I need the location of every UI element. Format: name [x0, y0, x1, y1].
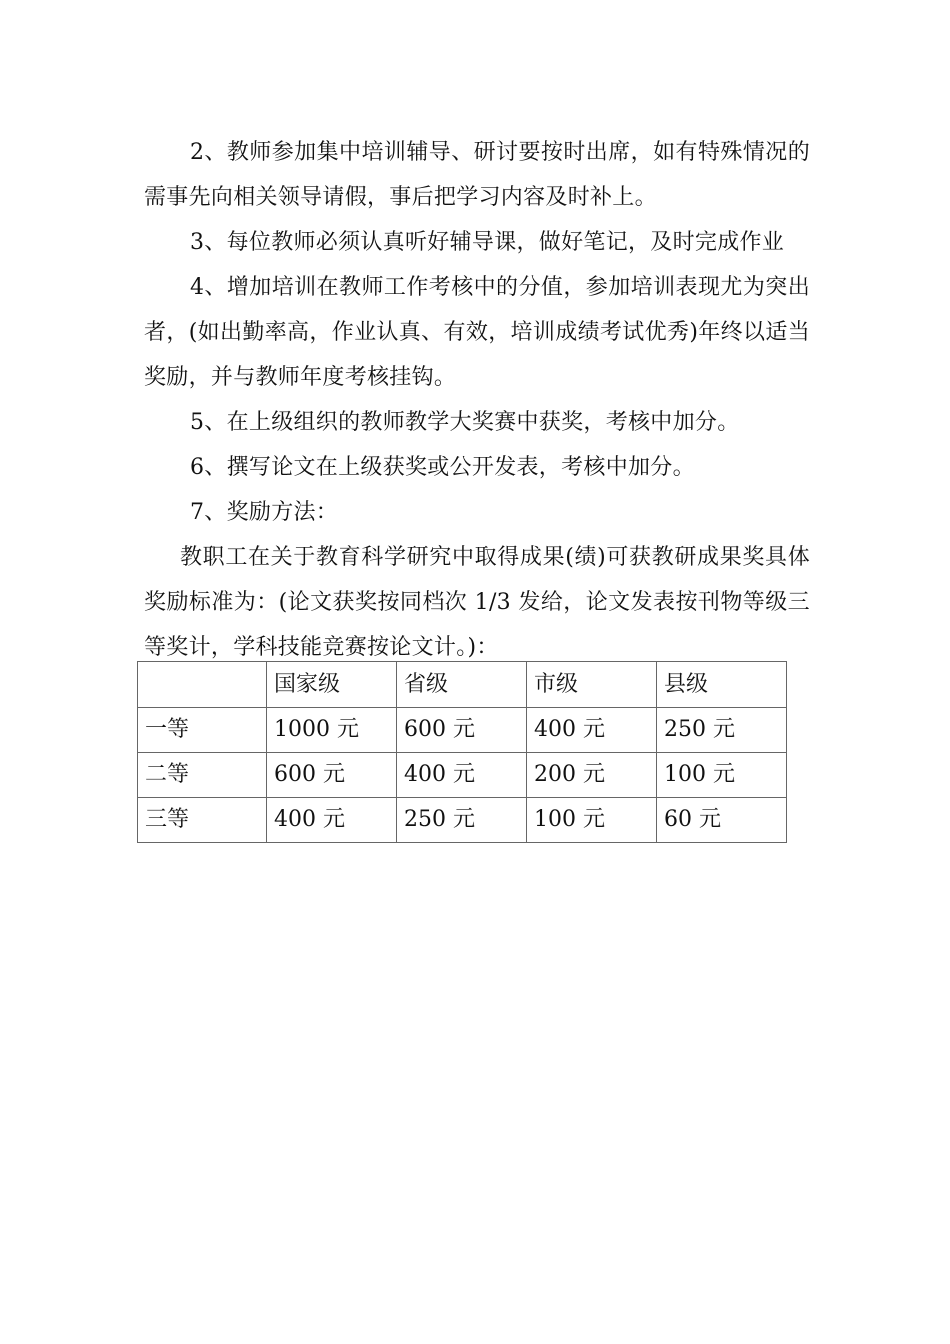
paragraph-item-6: 6、撰写论文在上级获奖或公开发表，考核中加分。 — [190, 455, 695, 480]
table-row — [138, 753, 787, 798]
table-cell: 二等 — [138, 753, 267, 798]
table-header-cell — [138, 662, 267, 708]
table-header-cell: 国家级 — [267, 662, 397, 708]
table-row — [138, 708, 787, 753]
paragraph-item-4: 4、增加培训在教师工作考核中的分值，参加培训表现尤为突出者，(如出勤率高，作业认真、有效，培训成绩考试优秀)年终以适当奖励，并与教师年度考核挂钩。 — [144, 275, 810, 390]
table-cell: 三等 — [138, 798, 267, 843]
table-cell: 100 元 — [527, 798, 657, 843]
table-cell: 100 元 — [657, 753, 787, 798]
table-cell: 400 元 — [267, 798, 397, 843]
table-row — [138, 798, 787, 843]
table-cell: 250 元 — [657, 708, 787, 753]
document-body — [144, 130, 810, 670]
table-cell: 60 元 — [657, 798, 787, 843]
table-header-cell: 县级 — [657, 662, 787, 708]
table-cell: 600 元 — [267, 753, 397, 798]
table-header-cell: 省级 — [397, 662, 527, 708]
table-cell: 600 元 — [397, 708, 527, 753]
table-cell: 一等 — [138, 708, 267, 753]
reward-intro-paragraph: 教职工在关于教育科学研究中取得成果(绩)可获教研成果奖具体奖励标准为：(论文获奖按同档次 1/3 发给，论文发表按刊物等级三等奖计，学科技能竞赛按论文计。)： — [144, 545, 810, 660]
reward-standard-table — [137, 661, 787, 843]
table-cell: 400 元 — [397, 753, 527, 798]
paragraph-item-7: 7、奖励方法： — [190, 500, 339, 525]
table-cell: 400 元 — [527, 708, 657, 753]
table-header-row — [138, 662, 787, 708]
paragraph-item-3: 3、每位教师必须认真听好辅导课，做好笔记，及时完成作业 — [190, 230, 785, 255]
table-cell: 1000 元 — [267, 708, 397, 753]
paragraph-item-5: 5、在上级组织的教师教学大奖赛中获奖，考核中加分。 — [190, 410, 740, 435]
table-header-cell: 市级 — [527, 662, 657, 708]
table-cell: 200 元 — [527, 753, 657, 798]
paragraph-item-2: 2、教师参加集中培训辅导、研讨要按时出席，如有特殊情况的需事先向相关领导请假，事后把学习内容及时补上。 — [144, 140, 810, 210]
table-cell: 250 元 — [397, 798, 527, 843]
